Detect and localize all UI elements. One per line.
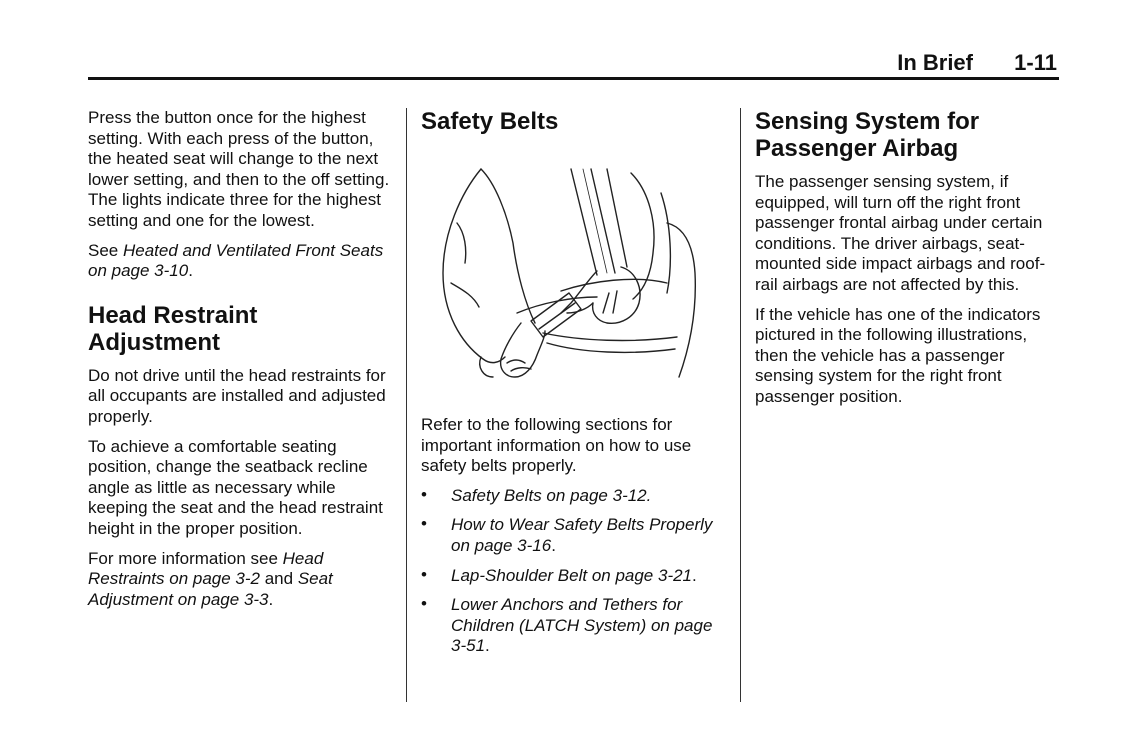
seat-adjustment-link[interactable]: Seat Adjustment on page 3-3: [88, 569, 333, 609]
safety-belts-heading: Safety Belts: [421, 108, 559, 135]
sensing-system-paragraph: The passenger sensing system, if equipped, will turn off the right front passenger frontal airbag under certain conditions. The driver airbags, seat-mounted side impact airbags and roof-rail airbags are not affected by this.: [755, 172, 1046, 294]
head-restraints-link[interactable]: Head Restraints on page 3-2: [88, 548, 324, 589]
see-prefix: See: [88, 240, 123, 260]
heated-seat-paragraph: Press the button once for the highest setting. With each press of the button, the heated seat will change to the next lower setting, and then to the off setting. The lights indicate three for the highest setting and one for the lowest.: [88, 108, 390, 230]
safety-belt-references: [421, 486, 725, 657]
seating-position-paragraph: To achieve a comfortable seating position, change the seatback recline angle as little as necessary while keeping the seat and the head restraint height in the proper position.: [88, 436, 383, 538]
more-prefix: For more information see: [88, 548, 283, 568]
see-suffix: .: [188, 261, 193, 281]
page-number: 1-11: [1014, 50, 1057, 75]
column-divider-2: [740, 108, 741, 702]
reference-suffix: .: [551, 535, 556, 555]
head-restraint-warning: Do not drive until the head restraints for all occupants are installed and adjusted properly.: [88, 365, 386, 426]
section-title: In Brief: [897, 50, 973, 75]
bullet-glyph: •: [421, 564, 427, 584]
list-item: [421, 566, 725, 587]
more-info-paragraph: [88, 549, 394, 611]
list-item: [421, 486, 725, 507]
page-header: [88, 48, 1059, 78]
column-2: [421, 108, 725, 666]
list-item: [421, 515, 725, 556]
bullet-glyph: •: [421, 514, 427, 534]
header-rule: [88, 77, 1059, 80]
reference-suffix: .: [485, 636, 490, 656]
see-reference-paragraph: [88, 241, 394, 282]
column-1: [88, 108, 394, 619]
reference-link[interactable]: Lower Anchors and Tethers for Children (LATCH System) on page 3-51: [451, 595, 713, 656]
reference-link[interactable]: Safety Belts on page 3-12: [451, 485, 647, 505]
reference-suffix: .: [692, 565, 697, 585]
reference-suffix: .: [646, 485, 652, 505]
bullet-glyph: •: [421, 594, 427, 614]
indicators-paragraph: If the vehicle has one of the indicators pictured in the following illustrations, then the vehicle has a passenger sensing system for the right front passenger position.: [755, 304, 1041, 406]
column-divider-1: [406, 108, 407, 702]
list-item: [421, 595, 725, 657]
more-suffix: .: [268, 589, 274, 609]
reference-link[interactable]: Lap-Shoulder Belt on page 3-21: [451, 565, 693, 585]
safety-belts-intro: Refer to the following sections for important information on how to use safety belts properly.: [421, 415, 692, 476]
safety-belt-buckle-illustration: [421, 163, 725, 397]
column-3: [755, 108, 1059, 417]
bullet-glyph: •: [421, 484, 427, 504]
head-restraint-heading: Head Restraint Adjustment: [88, 301, 258, 356]
heated-seats-link[interactable]: Heated and Ventilated Front Seats on page 3-10: [88, 240, 384, 281]
reference-link[interactable]: How to Wear Safety Belts Properly on page 3-16: [451, 515, 713, 555]
sensing-system-heading: Sensing System for Passenger Airbag: [755, 108, 980, 162]
more-and: and: [260, 569, 298, 589]
